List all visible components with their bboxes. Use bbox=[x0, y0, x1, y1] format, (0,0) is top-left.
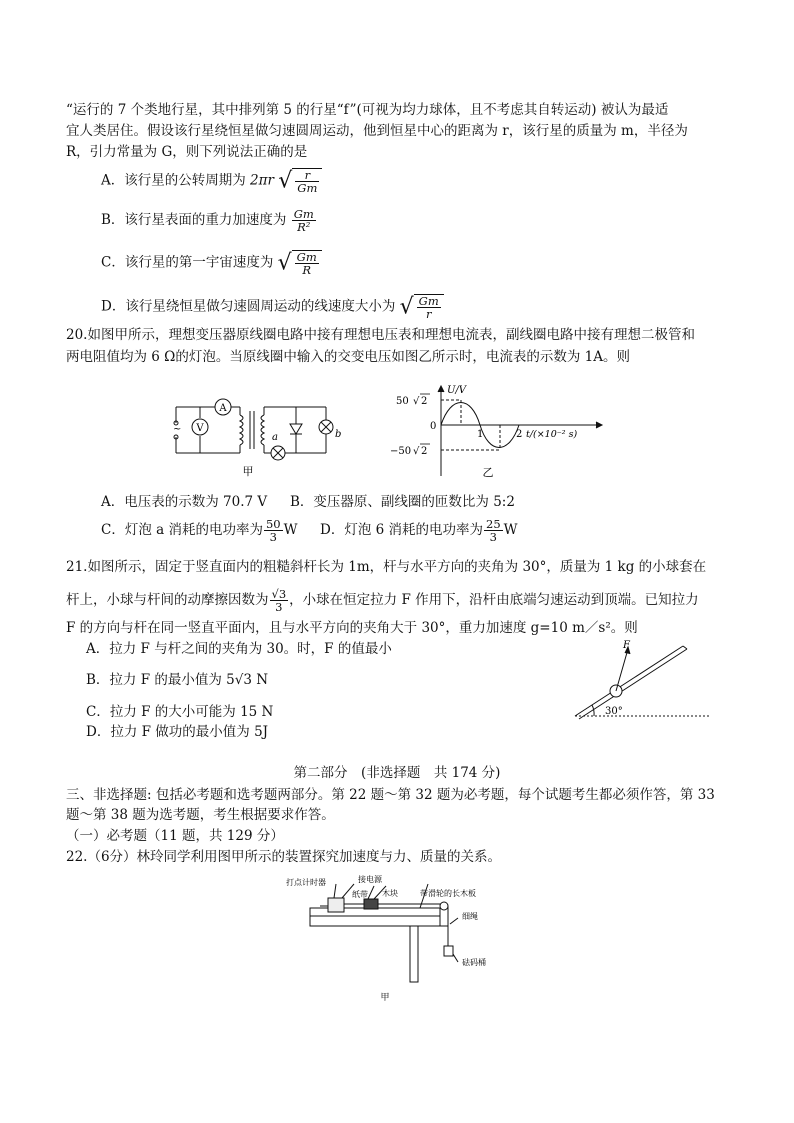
graph-tick-negative: −50 bbox=[390, 446, 412, 457]
label-tape: 纸带 bbox=[352, 890, 368, 899]
q20-option-d: D．灯泡 6 消耗的电功率为 $\frac{25}{3}$ W bbox=[320, 517, 518, 544]
part2-intro-line2: 题～第 38 题为选考题，考生根据要求作答。 bbox=[66, 807, 335, 823]
q22-stem: 22.（6分）林玲同学利用图甲所示的装置探究加速度与力、质量的关系。 bbox=[66, 849, 502, 865]
q20-circuit-figure bbox=[168, 385, 342, 480]
label-rope: 细绳 bbox=[462, 912, 478, 921]
graph-tick-positive: 50 bbox=[396, 396, 409, 407]
graph-x-axis-label: t/(×10⁻² s) bbox=[526, 429, 578, 440]
q20-option-a: A．电压表的示数为 70.7 V bbox=[101, 494, 268, 510]
label-bucket: 砝码桶 bbox=[462, 958, 486, 967]
label-board: 带滑轮的长木板 bbox=[420, 889, 476, 898]
label-block: 木块 bbox=[382, 889, 398, 898]
voltmeter-label: V bbox=[196, 423, 204, 434]
q21-stem-line3: F 的方向与杆在同一竖直平面内，且与水平方向的夹角大于 30°，重力加速度 g=10 m／s²。则 bbox=[66, 620, 638, 636]
bulb-a-label: a bbox=[272, 432, 278, 443]
part2-title: 第二部分 (非选择题 共 174 分) bbox=[293, 765, 501, 781]
graph-tick-root-neg: 2 bbox=[421, 446, 428, 457]
label-timer: 打点计时器 bbox=[286, 878, 326, 887]
q22-apparatus-figure bbox=[270, 874, 530, 1009]
bulb-b-label: b bbox=[335, 429, 342, 440]
part2-section-heading: （一）必考题（11 题，共 129 分） bbox=[66, 828, 284, 844]
graph-sqrt-pos: √ bbox=[413, 396, 420, 407]
angle-label: 30° bbox=[605, 706, 623, 717]
q21-stem-line2: 杆上，小球与杆间的动摩擦因数为 $\frac{√3}{3}$ ，小球在恒定拉力 F 作用下，沿杆由底端匀速运动到顶端。已知拉力 bbox=[66, 587, 699, 614]
graph-tick-1: 1 bbox=[477, 429, 484, 440]
ac-source-icon: ~ bbox=[173, 424, 182, 435]
q21-option-b: B．拉力 F 的最小值为 5√3 N bbox=[86, 672, 269, 688]
q21-option-c: C．拉力 F 的大小可能为 15 N bbox=[86, 704, 274, 720]
q21-option-a: A．拉力 F 与杆之间的夹角为 30。时，F 的值最小 bbox=[86, 641, 392, 657]
q20-option-c: C．灯泡 a 消耗的电功率为 $\frac{50}{3}$ W bbox=[101, 517, 298, 544]
q21-option-d: D．拉力 F 做功的最小值为 5J bbox=[86, 724, 269, 740]
q20-option-b: B．变压器原、副线圈的匝数比为 5:2 bbox=[290, 494, 515, 510]
graph-sqrt-neg: √ bbox=[413, 446, 420, 457]
figure-a-label: 甲 bbox=[242, 465, 254, 478]
q19-option-d: D．该行星绕恒星做匀速圆周运动的线速度大小为 √ $\frac{Gm}{r}$ bbox=[101, 294, 444, 320]
q20-stem-line2: 两电阻值均为 6 Ω的灯泡。当原线圈中输入的交变电压如图乙所示时，电流表的示数为 1A。则 bbox=[66, 349, 630, 365]
figure-b-label: 乙 bbox=[482, 466, 494, 479]
graph-tick-root-pos: 2 bbox=[421, 396, 428, 407]
graph-tick-zero: 0 bbox=[430, 421, 437, 432]
q20-voltage-graph bbox=[388, 380, 628, 480]
ammeter-label: A bbox=[219, 403, 227, 414]
q21-stem-line1: 21.如图所示，固定于竖直面内的粗糙斜杆长为 1m，杆与水平方向的夹角为 30°，质量为 1 kg 的小球套在 bbox=[66, 559, 707, 575]
graph-tick-2: 2 bbox=[516, 429, 523, 440]
q21-incline-figure bbox=[570, 635, 720, 725]
label-power: 接电源 bbox=[358, 875, 382, 884]
part2-intro-line1: 三、非选择题: 包括必考题和选考题两部分。第 22 题～第 32 题为必考题，每个试题考生都必须作答，第 33 bbox=[66, 787, 715, 803]
q19-option-a: A．该行星的公转周期为 2πr √ $\frac{r}{Gm}$ bbox=[101, 168, 322, 194]
q19-stem-line1: “运行的 7 个类地行星，其中排列第 5 的行星“f”(可视为均力球体，且不考虑其自转运动) 被认为最适 bbox=[66, 102, 669, 118]
q19-stem-line3: R，引力常量为 G，则下列说法正确的是 bbox=[66, 144, 308, 160]
q20-stem-line1: 20.如图甲所示，理想变压器原线圈电路中接有理想电压表和理想电流表，副线圈电路中接有理想二极管和 bbox=[66, 327, 695, 343]
q19-option-b: B．该行星表面的重力加速度为 $\frac{Gm}{\text{R²}}$ bbox=[101, 207, 314, 234]
q22-figure-label: 甲 bbox=[380, 993, 390, 1003]
q19-option-c: C．该行星的第一宇宙速度为 √ $\frac{Gm}{R}$ bbox=[101, 250, 322, 276]
q19-stem-line2: 宜人类居住。假设该行星绕恒星做匀速圆周运动，他到恒星中心的距离为 r，该行星的质量为 m，半径为 bbox=[66, 123, 688, 139]
graph-y-axis-label: U/V bbox=[447, 385, 467, 396]
force-label: F bbox=[623, 640, 630, 651]
